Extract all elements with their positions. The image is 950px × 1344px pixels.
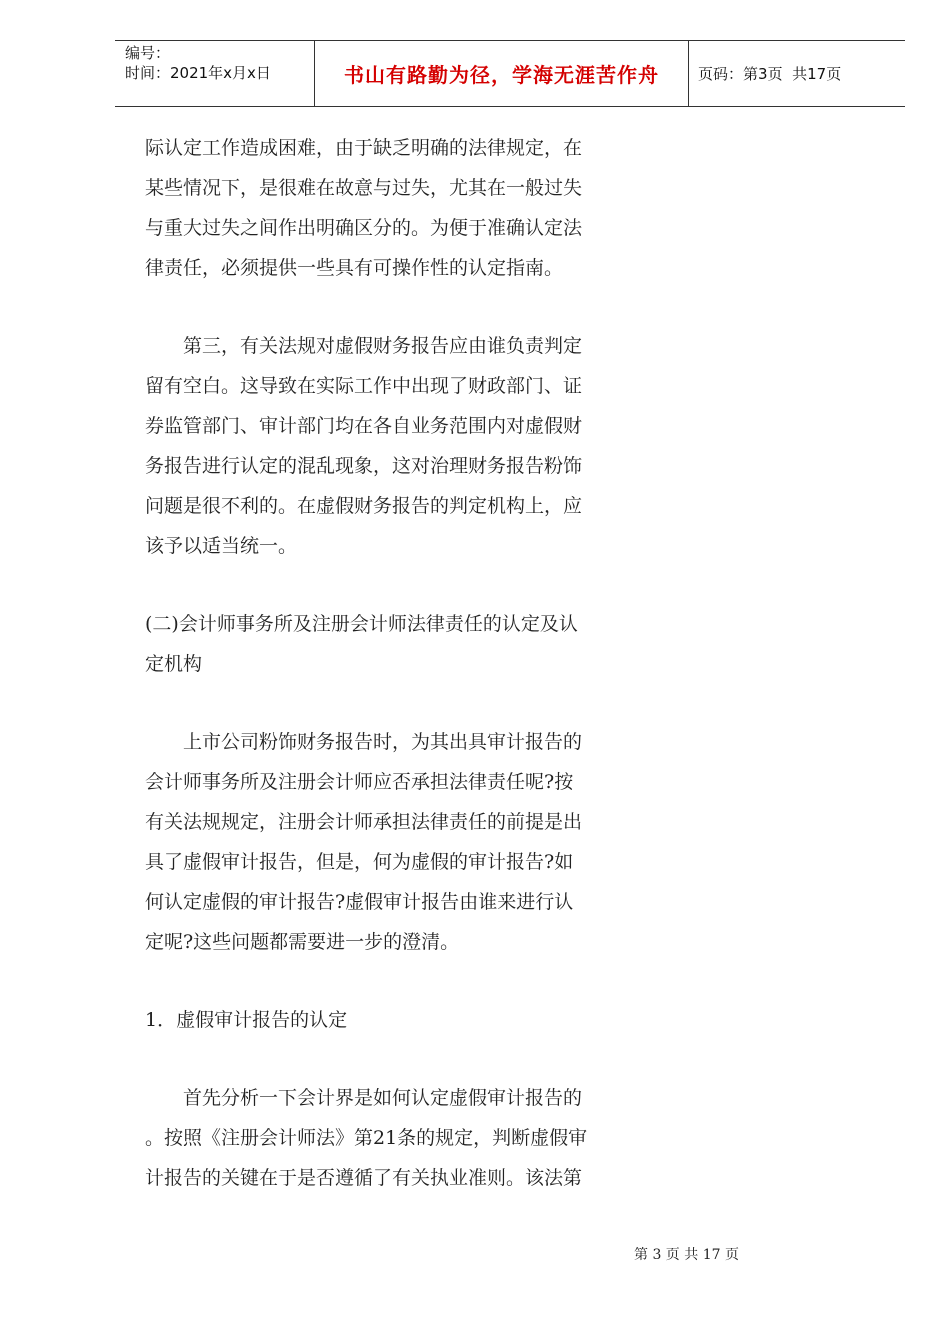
text-line: 会计师事务所及注册会计师应否承担法律责任呢?按: [145, 771, 574, 793]
text-line: 有关法规规定，注册会计师承担法律责任的前提是出: [145, 811, 583, 833]
text-line: 该予以适当统一。: [145, 535, 298, 557]
text-line: (二)会计师事务所及注册会计师法律责任的认定及认: [145, 613, 578, 635]
paragraph: [145, 128, 595, 288]
document-body: [145, 128, 595, 1198]
paragraph: [145, 604, 595, 684]
text-line: 际认定工作造成困难，由于缺乏明确的法律规定，在: [145, 137, 583, 159]
text-line: 上市公司粉饰财务报告时，为其出具审计报告的: [145, 731, 583, 753]
paragraph: [145, 722, 595, 962]
text-line: 何认定虚假的审计报告?虚假审计报告由谁来进行认: [145, 891, 574, 913]
paragraph: [145, 1078, 595, 1198]
text-line: 定机构: [145, 653, 203, 675]
text-line: 留有空白。这导致在实际工作中出现了财政部门、证: [145, 375, 583, 397]
page-mid: 页 共: [767, 65, 808, 83]
page-current: 3: [758, 64, 768, 83]
paragraph-gap: [145, 962, 595, 1000]
text-line: 券监管部门、审计部门均在各自业务范围内对虚假财: [145, 415, 583, 437]
paragraph-gap: [145, 566, 595, 604]
paragraph: [145, 1000, 595, 1040]
text-line: 某些情况下，是很难在故意与过失，尤其在一般过失: [145, 177, 583, 199]
text-line: 务报告进行认定的混乱现象，这对治理财务报告粉饰: [145, 455, 583, 477]
paragraph-gap: [145, 684, 595, 722]
text-line: 计报告的关键在于是否遵循了有关执业准则。该法第: [145, 1167, 583, 1189]
page-label: 页码：第: [698, 65, 759, 83]
paragraph: [145, 326, 595, 566]
page-footer: 第 3 页 共 17 页: [634, 1247, 739, 1263]
text-line: 1．虚假审计报告的认定: [145, 1009, 348, 1031]
text-line: 首先分析一下会计界是如何认定虚假审计报告的: [145, 1087, 583, 1109]
text-line: 定呢?这些问题都需要进一步的澄清。: [145, 931, 460, 953]
text-line: 问题是很不利的。在虚假财务报告的判定机构上，应: [145, 495, 583, 517]
text-line: 第三，有关法规对虚假财务报告应由谁负责判定: [145, 335, 583, 357]
page-header: [115, 40, 905, 107]
paragraph-gap: [145, 1040, 595, 1078]
text-line: 具了虚假审计报告，但是，何为虚假的审计报告?如: [145, 851, 574, 873]
serial-label: 编号：: [125, 44, 171, 62]
time-label: 时间：2021年x月x日: [125, 64, 271, 82]
paragraph-gap: [145, 288, 595, 326]
header-motto: 书山有路勤为径，学海无涯苦作舟: [315, 41, 689, 106]
text-line: 与重大过失之间作出明确区分的。为便于准确认定法: [145, 217, 583, 239]
text-line: 律责任，必须提供一些具有可操作性的认定指南。: [145, 257, 564, 279]
header-page-info: [689, 41, 905, 106]
header-meta: [115, 41, 315, 106]
page-total: 17: [807, 64, 827, 83]
page-end: 页: [826, 65, 842, 83]
text-line: 。按照《注册会计师法》第21条的规定，判断虚假审: [145, 1127, 588, 1149]
